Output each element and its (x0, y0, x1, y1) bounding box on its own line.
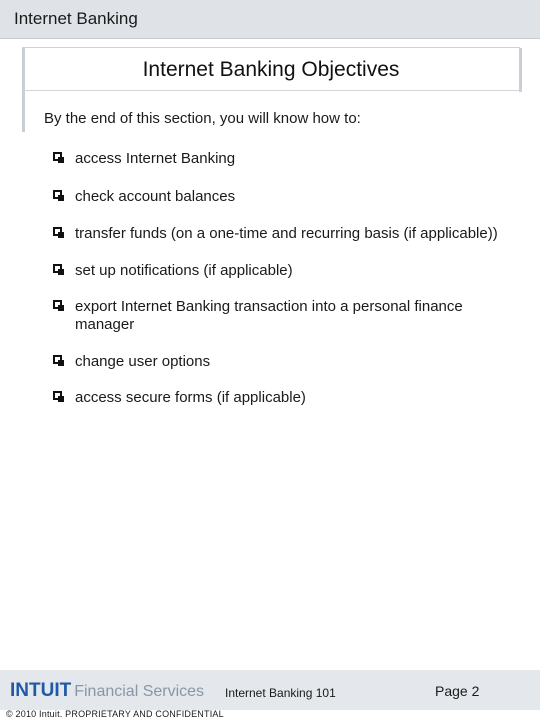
checkbox-bullet-icon (53, 355, 62, 364)
intuit-logo (10, 680, 204, 700)
list-item-text: change user options (75, 353, 211, 370)
list-item-text: access secure forms (if applicable) (75, 389, 306, 406)
checkbox-bullet-icon (53, 152, 62, 161)
list-item (53, 188, 523, 206)
list-item (53, 298, 523, 334)
list-item (53, 150, 523, 168)
logo-brand-text: INTUIT (10, 680, 72, 701)
checkbox-bullet-icon (53, 190, 62, 199)
copyright-notice: © 2010 Intuit. PROPRIETARY AND CONFIDENTIAL (6, 709, 224, 719)
page-number: Page 2 (435, 683, 480, 699)
list-item (53, 389, 523, 407)
list-item-text: transfer funds (on a one-time and recurring basis (if applicable)) (75, 225, 498, 242)
title-box-bottom-edge (22, 90, 522, 91)
slide-title-box (22, 47, 520, 91)
checkbox-bullet-icon (53, 300, 62, 309)
slide-title: Internet Banking Objectives (142, 58, 400, 81)
list-item (53, 225, 523, 243)
list-item (53, 353, 523, 371)
objectives-list (53, 150, 523, 407)
checkbox-bullet-icon (53, 391, 62, 400)
checkbox-bullet-icon (53, 264, 62, 273)
list-item-text: export Internet Banking transaction into a personal finance manager (75, 298, 463, 333)
footer-course-title: Internet Banking 101 (225, 686, 336, 700)
list-item-text: set up notifications (if applicable) (75, 262, 293, 279)
intro-text: By the end of this section, you will know how to: (44, 110, 361, 127)
header-title: Internet Banking (14, 9, 138, 28)
logo-product-text: Financial Services (74, 683, 205, 700)
list-item-text: check account balances (75, 188, 236, 205)
list-item (53, 262, 523, 280)
top-header-bar (0, 0, 540, 39)
list-item-text: access Internet Banking (75, 150, 236, 167)
checkbox-bullet-icon (53, 227, 62, 236)
